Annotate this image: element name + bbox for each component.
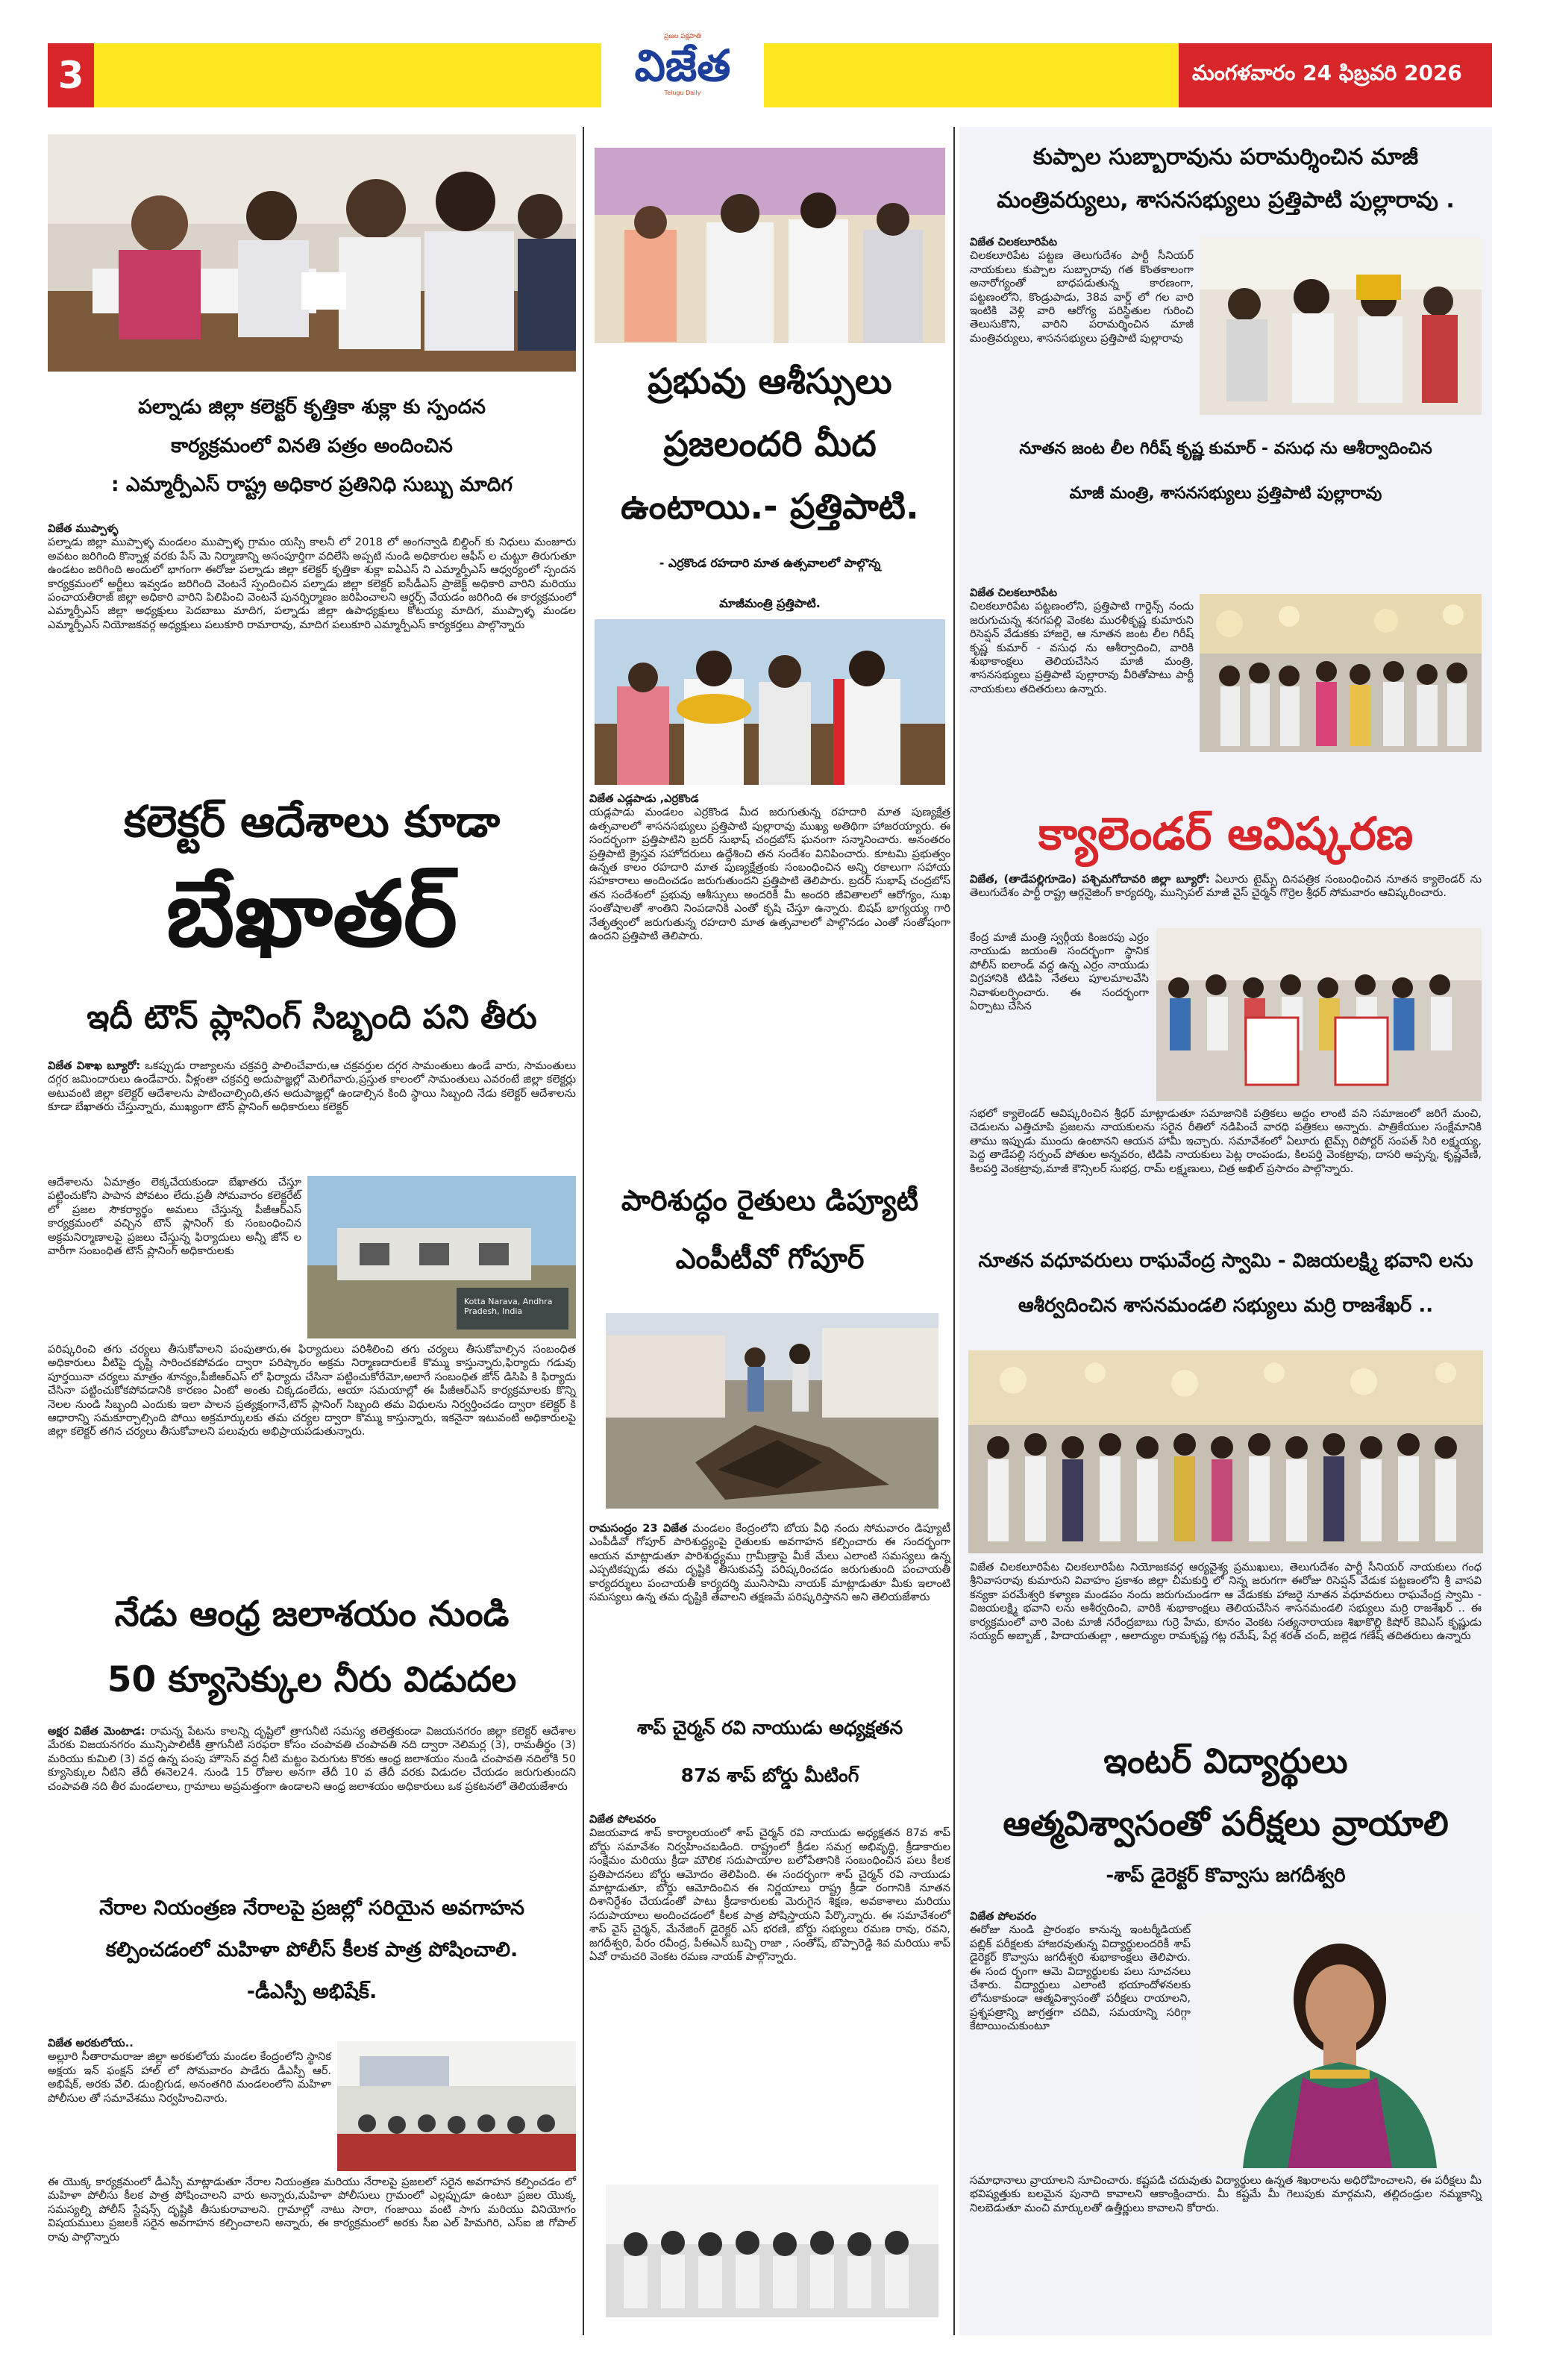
dateline: అక్షర విజేత మెంటాడ: (48, 1725, 145, 1738)
headline-line: ఉంటాయి.- ప్రత్తిపాటి. (621, 486, 919, 527)
headline-line: శాప్ చైర్మన్ రవి నాయుడు అధ్యక్షతన (636, 1717, 903, 1738)
col2-story1-subhead (589, 543, 950, 624)
logo-subtitle: Telugu Daily (664, 90, 701, 96)
director-portrait-photo (1198, 1913, 1482, 2168)
construction-site-photo (307, 1176, 576, 1338)
headline-line: ఇంటర్ విద్యార్థులు (1103, 1741, 1348, 1781)
logo-wordmark: విజేత (634, 40, 731, 91)
garland-ceremony-photo (595, 619, 945, 785)
headline-line: మంత్రివర్యులు, శాసనసభ్యులు ప్రత్తిపాటి పుల్లారావు . (997, 187, 1455, 213)
col3-story2-body (970, 586, 1194, 696)
headline-line: : ఎమ్మార్పీఎస్ రాష్ట్ర అధికార ప్రతినిధి సుబ్బు మాదిగ (111, 473, 513, 496)
headline-line: మాజీ మంత్రి, శాసనసభ్యులు ప్రత్తిపాటి పుల్లారావు (1069, 484, 1382, 503)
article-text: ఒకప్పుడు రాజ్యాలను చక్రవర్తి పాలించేవారు,ఆ చక్రవర్తుల దగ్గర సామంతులు ఉండే వారు, సామంతులు దగ్గర జమిందారులు ఉండేవారు. వీళ్లంతా చక్రవర్తి అదుపాజ్ఞల్లో మెలిగేవారు,ప్రస్తుత కాలంలో సామంతులు ఎవరంటే జిల్లా కలెక్టర్లు అటువంటి జిల్లా కలెక్టర్ ఆదేశాలను పాటించాల్సింది,తన అదుపాజ్ఞల్లో ఉండాల్సిన కింది స్థాయి సిబ్బంది నేడు కలెక్టర్ ఆదేశాలను కూడా బేఖాతరు చేస్తున్నారు, ముఖ్యంగా టౌన్ ప్లానింగ్ అధికారులు కలెక్టర్ (48, 1059, 576, 1114)
col2-story3-headline (589, 1704, 950, 1800)
headline-line: కల్పించడంలో మహిళా పోలీస్ కీలక పాత్ర పోషించాలి. (105, 1938, 518, 1961)
dateline: విజేత ఎడ్లపాడు ,ఎర్రకొండ (589, 792, 699, 805)
headline-line: ప్రభువు ఆశీస్సులు (648, 361, 892, 402)
col3-story4-body: విజేత చిలకలూరిపేట చిలకలూరిపేట నియోజకవర్గ ఆర్యవైశ్య ప్రముఖులు, తెలుగుదేశం పార్టీ సీనియర్ నాయకులు గంధ శ్రీనివాసరావు కుమారుని వివాహం ప్రకాశం జిల్లా చీమకుర్తి లో నిన్న జరుగగా ఈరోజు రిసెప్షన్ వేడుక పట్టణంలోని శ్రీ వాసవి కన్యకా పరమేశ్వరి కళ్యాణ మండపం నందు జరుగుచుండగా ఆ వేడుకకు హాజరై నూతన వధూవరులు రాఘవేంద్ర స్వామి - విజయలక్ష్మి భవాని లను ఆశీర్వదించి, వారికి శుభాకాంక్షలు తెలియచేసిన శాసనమండలి సభ్యులు మర్రి రాజశేఖర్ .. ఈ కార్యక్రమంలో వారి వెంట మాజీ నరేంద్రబాబు గుర్రె హేమ, కూనం వెంకట సత్యనారాయణ శిఖాకొల్లి కిషోర్ కెవిఎస్ కృష్ణుడు సయ్యద్ అబ్బాజ్ , హిదాయతుల్లా , ఆలాద్యుల రామకృష్ణ గట్ల రమేష్, పేర్ల శరత్ చంద్, జల్లెడ గణేష్ తదితరులు ఉన్నారు (970, 1561, 1482, 1643)
logo-tagline: ప్రజల పక్షపాతి (664, 33, 701, 40)
story4-body-left (48, 2037, 331, 2105)
headline-line: ఆత్మవిశ్వాసంతో పరీక్షలు వ్రాయాలి (1003, 1803, 1449, 1844)
sap-board-group-photo (606, 2185, 938, 2317)
dateline: విజేత అరకులోయ.. (48, 2037, 134, 2049)
col3-story3-body-left: కేంద్ర మాజీ మంత్రి స్వర్గీయ కింజరపు ఎర్రం నాయుడు జయంతి సందర్భంగా స్థానిక పోలీస్ ఐలాండ్ వద్ద ఉన్న ఎర్రం నాయుడు విగ్రహానికి టిడిపి నేతలు పూలమాలవేసి నివాళులర్పించారు. ఈ సందర్భంగా ఏర్పాటు చేసిన (970, 931, 1149, 1013)
subhead-line: - ఎర్రకొండ రహదారి మాత ఉత్సవాలలో పాల్గొన్న (659, 556, 881, 570)
reception-blessing-photo (1200, 594, 1482, 752)
headline-line: -డీఎస్పీ అభిషేక్. (246, 1980, 377, 2003)
masthead-logo (601, 30, 764, 118)
headline-line: పారిశుద్ధం రైతులు డిప్యూటీ (621, 1184, 919, 1217)
hospital-visit-photo (1200, 237, 1482, 415)
story4-body-bottom: ఈ యొక్క కార్యక్రమంలో డీఎస్పీ మాట్లాడుతూ నేరాల నియంత్రణ మరియు నేరాలపై ప్రజలలో సరైన అవగాహన కల్పించడం లో మహిళా పోలీసు కీలక పాత్ర పోషించాలని వారు అన్నారు,మహిళా పోలీసులు గ్రామంలో ఎల్లప్పుడూ ఉంటూ ప్రజల యొక్క సమస్యల్ని పోలీస్ స్టేషన్స్ దృష్టికి తీసుకురావాలని. గ్రామాల్లో నాటు సారా, గంజాయి వంటి సాగు మరియు వినియోగం విషయములు ప్రజలకి సరైన అవగాహన కల్పించాలని అన్నారు, ఈ కార్యక్రమంలో అరకు సీఐ ఎల్ హిమగిరి, ఎస్ఐ జి గోపాల్ రావు పాల్గొన్నారు (48, 2176, 576, 2243)
article-text: యడ్లపాడు మండలం ఎర్రకొండ మీద జరుగుతున్న రహదారి మాత పుణ్యక్షేత్ర ఉత్సవాలలో శాసనసభ్యులు ప్రత్తిపాటి పుల్లారావు ముఖ్య అతిథిగా హాజరయ్యారు. ఈ సందర్భంగా ప్రత్తిపాటిని బ్రదర్ సుభాష్ చంద్రబోస్ ఘనంగా సన్మానించారు. అనంతరం ప్రత్తిపాటి క్రైస్తవ సహోదరులు ఉద్దేశించి తన సందేశం వినిపించారు. కూటమి ప్రభుత్వం ఉన్నత కాలం రహదారి మాత పుణ్యక్షేత్రంకు సంబంధించిన అన్ని రకాలుగా సహాయ సహకారాలు అందించడం జరుగుతుందని ప్రత్తిపాటి తెలిపారు. బ్రదర్ సుభాష్ చంద్రబోస్ తన సందేశంలో ప్రభువు ఆశీస్సులు అందరికీ మీ అందరి జీవితాలలో ఆరోగ్యం, సుఖ సంతోషాలతో శాంతిని నింపడానికి ఎంతో కృషి చేస్తూ ఉన్నారు. బిషప్ భాగ్యయ్య గారి నేతృత్వంలో జరుగుతున్న రహదారి మాత ఉత్సవాలలో పాల్గొనడం ఎంతో సంతోషంగా ఉందని ప్రత్తిపాటి తెలిపారు. (589, 806, 950, 943)
column-divider (583, 127, 584, 2335)
headline-line: కుప్పాల సుబ్బారావును పరామర్శించిన మాజీ (1032, 144, 1419, 170)
story3-headline (48, 1582, 576, 1713)
dateline: విజేత చిలకలూరిపేట (970, 586, 1058, 599)
subhead-line: మాజీమంత్రి ప్రత్తిపాటి. (719, 596, 821, 610)
dateline: విజేత చిలకలూరిపేట (970, 236, 1058, 248)
col3-story4-headline (962, 1238, 1489, 1328)
article-text: ఈరోజు నుండి ప్రారంభం కానున్న ఇంటర్మీడియట్ పబ్లిక్ పరీక్షలకు హాజరవుతున్న విద్యార్థులందరికీ శాప్ డైరెక్టర్ కొవ్వాసు జగదీశ్వరి శుభాకాంక్షలు తెలిపారు. ఈ సంద ర్భంగా ఆమె విద్యార్థులకు పలు సూచనలు చేశారు. విద్యార్థులు ఎలాంటి భయాందోళనలకు లోనుకాకుండా ఆత్మవిశ్వాసంతో పరీక్షలు రాయాలని, ప్రశ్నపత్రాన్ని జాగ్రత్తగా చదివి, సమయాన్ని సరిగ్గా కేటాయించుకుంటూ (970, 1923, 1191, 2033)
article-text: విజయవాడ శాప్ కార్యాలయంలో శాప్ చైర్మన్ రవి నాయుడు అధ్యక్షతన 87వ శాప్ బోర్డు సమావేశం నిర్వహించబడింది. రాష్ట్రంలో క్రీడల సమగ్ర అభివృద్ధి, క్రీడాకారుల సంక్షేమం మరియు క్రీడా మౌలిక సదుపాయాల బలోపేతానికి సంబంధించిన పలు కీలక ప్రతిపాదనలు బోర్డు ఆమోదం తెలిపింది. ఈ సందర్భంగా శాప్ చైర్మన్ రవి నాయుడు మాట్లాడుతూ, బోర్డు ఆమోదించిన ఈ నిర్ణయాలు రాష్ట్ర క్రీడా రంగానికి నూతన దిశానిర్దేశం చేయడంతో పాటు క్రీడాకారులకు మెరుగైన శిక్షణ, అవకాశాలు మరియు సదుపాయాలు అందించడంలో కీలక పాత్ర పోషిస్తాయని పేర్కొన్నారు. ఈ సమావేశంలో శాప్ వైస్ చైర్మన్, మేనేజింగ్ డైరెక్టర్ ఎస్ భరణి, బోర్డు సభ్యులు రమణ రావు, రవని, జగదీశ్వరి, పేరం రవీంద్ర, పీఈఎన్ బుచ్చి రాజా , సంతోష్, బొప్పారెడ్డి శివ మరియు శాప్ ఏవో రామచరి వెంకట రమణ నాయక్ పాల్గొన్నారు. (589, 1826, 950, 1964)
col3-story5-body-left (970, 1910, 1191, 2034)
article-text: ఏలూరు టైమ్స్ దినపత్రిక సంబంధించిన నూతన క్యాలెండర్ ను తెలుగుదేశం పార్టీ రాష్ట్ర ఆర్గనైజింగ్ కార్యదర్శి, మున్సిపల్ మాజీ వైస్ చైర్మన్ గొర్రెల శ్రీధర్ సోమవారం ఆవిష్కరించారు. (970, 873, 1482, 900)
col2-story3-body (589, 1813, 950, 1964)
article-text: చిలకలూరిపేట పట్టణ తెలుగుదేశం పార్టీ సీనియర్ నాయకులు కుప్పాల సుబ్బారావు గత కొంతకాలంగా అనారోగ్యంతో బాధపడుతున్న కారణంగా, పట్టణంలోని, కొండ్రుపాడు, 38వ వార్డ్ లో గల వారి ఇంటికి వెళ్లి వారి ఆరోగ్య పరిస్థితుల గురించి తెలుసుకొని, వారిని పరామర్శించిన మాజీ మంత్రివర్యులు, శాసనసభ్యులు ప్రత్తిపాటి పుల్లారావు (970, 249, 1194, 345)
story3-body (48, 1725, 576, 1794)
headline-line: ఎంపీటీవో గోపూర్ (675, 1242, 865, 1275)
dateline: రామసంద్రం 23 విజేత (589, 1522, 688, 1535)
calendar-launch-photo (1156, 928, 1482, 1101)
headline-line: కార్యక్రమంలో వినతి పత్రం అందించిన (171, 434, 453, 457)
headline-line: నూతన జంట లీల గిరీష్ కృష్ణ కుమార్ - వసుధ ను ఆశీర్వాదించిన (1019, 439, 1432, 458)
column-divider (953, 127, 955, 2335)
col3-story5-byline: -శాప్ డైరెక్టర్ కొవ్వాసు జగదీశ్వరి (1106, 1864, 1346, 1887)
col3-story1-headline (962, 136, 1489, 222)
dateline: విజేత పోలవరం (589, 1813, 656, 1826)
col3-story1-body (970, 236, 1194, 345)
headline-line: ఆశీర్వదించిన శాసనమండలి సభ్యులు మర్రి రాజశేఖర్ .. (1018, 1294, 1434, 1317)
col2-story1-body (589, 792, 950, 943)
article-text: మండలం కేంద్రంలోని బోయ వీధి నందు సోమవారం డిప్యూటీ ఎంపీడీవో గోపూర్ పారిశుద్ధ్యంపై రైతులకు అవగాహన కల్పించారు ఈ సందర్భంగా ఆయన మాట్లాడుతూ పారిశుద్ధ్యము గ్రామీణ్రాపై మీకే మేలు ఎలాంటి సమస్యలు ఉన్న ఎప్పటికప్పుడు తమ దృష్టికి తీసుకువస్తే పరిష్కరించడం జరుగుతుంది పంచాయతీ కార్యదర్శులు పంచాయతీ కార్యదర్శి మునిసామి నాయక్ మాట్లాడుతూ మీకు ఇలాంటి సమస్యలు ఉన్న తమ దృష్టికి తేవాలని తక్షణమే పరిష్కరిస్తానని అని తెలియజేశారు (589, 1522, 950, 1604)
wedding-reception-photo (968, 1350, 1483, 1553)
col3-story5-headline (962, 1729, 1489, 1855)
story2-headline: బేఖాతర్ (166, 859, 458, 967)
story2-body-bottom: పరిష్కరించి తగు చర్యలు తీసుకోవాలని పంపుతారు,ఈ ఫిర్యాదులు పరిశీలించి తగు చర్యలు తీసుకోవాల్సిన సంబంధిత అధికారులు వీటిపై దృష్టి సారించకపోవడం ద్వారా పరిష్కారం అక్రమ నిర్మాణదారులకే కొమ్ము కాస్తున్నారు,ఫిర్యాదు గడువు పూర్తయినా చర్యలు మాత్రం శూన్యం,పీజీఆర్ఎస్ లో ఫిర్యాదు చేసినా పట్టించుకోరేమో,అలాగే సంబంధిత జోన్ డిసిపి కి ఫిర్యాదు చేసినా పట్టించుకోకపోవడానికి కారణం ఏంటో అంతు చిక్కడంలేదు, ఆయా సమయాల్లో ఈ పీజీఆర్ఎస్ కార్యక్రమాలకు కొన్ని నెలల నుండి సిబ్బంది ఎందుకు ఇలా పాలన ప్రత్యక్షంగానే,టౌన్ ప్లానింగ్ సిబ్బంది తమ విధులను నిర్వర్తించడం ద్వారా కలెక్టర్ కి ఆధారాన్ని సమకూర్చాల్సింది పోయి అక్రమార్కులకు తమ చర్యల ద్వారా కొమ్ము కాస్తున్నారు, ఇకనైనా ఇటువంటి అధికారులపై జిల్లా కలెక్టర్ తగిన చర్యలు తీసుకోవాలని పలువురు అభిప్రాయపడుతున్నారు. (48, 1343, 576, 1438)
issue-date: మంగళవారం 24 ఫిబ్రవరి 2026 (1179, 43, 1492, 107)
police-meeting-photo (337, 2041, 576, 2171)
headline-line: ప్రజలందరి మీద (663, 424, 877, 465)
dateline: విజేత ముప్పాళ్ళ (48, 522, 119, 535)
story2-subhead: ఇదీ టౌన్ ప్లానింగ్ సిబ్బంది పని తీరు (87, 998, 537, 1036)
dateline: విజేత పోలవరం (970, 1910, 1037, 1923)
story2-kicker: కలెక్టర్ ఆదేశాలు కూడా (123, 796, 501, 847)
church-felicitation-photo (595, 148, 945, 343)
headline-line: పల్నాడు జిల్లా కలెక్టర్ కృత్తికా శుక్లా కు స్పందన (138, 395, 486, 419)
dateline: విజేత, (తాడేపల్లిగూడెం) పశ్చిమగోదావరి జిల్లా బ్యూరో: (970, 873, 1210, 886)
col3-story3-body-bottom: సభలో క్యాలెండర్ ఆవిష్కరించిన శ్రీధర్ మాట్లాడుతూ సమాజానికి పత్రికలు అద్దం లాంటి వని సమాజంలో జరిగే మంచి, చెడులను ఎత్తిచూపి ప్రజలను నాయకులను సరైన రీతిలో నడిపించే వారధి పత్రికలు అన్నారు. పాత్రికేయుల సంక్షేమానికి తాము ఇప్పుడు ముందు ఉంటానని ఆయన హామీ ఇచ్చారు. సమావేశంలో ఏలూరు టైమ్స్ రిపోర్టర్ సంపత్ సిరి లక్ష్మయ్య, పెద్ద తాడేపల్లి సర్పంచ్ పోతుల అన్నవరం, టిడిపి నాయకులు పెట్ల రాంపండు, కిలపర్తి వెంకట్రావు, దాసరి అప్పన్న, కృష్ణవేణి, కిలపర్తి వెంకట్రావు,మాజీ కౌన్సిలర్ సుభద్ర, రామ్ లక్ష్మణులు, చిత్ర అఖిల్ ప్రసాదం పాల్గొన్నారు. (970, 1107, 1482, 1175)
headline-line: నేరాల నియంత్రణ నేరాలపై ప్రజల్లో సరియైన అవగాహన (99, 1897, 524, 1920)
col3-story3-headline: క్యాలెండర్ ఆవిష్కరణ (1038, 808, 1414, 860)
article-text: పల్నాడు జిల్లా ముప్పాళ్ళ మండలం ముప్పాళ్ళ గ్రామం యస్సి కాలనీ లో 2018 లో అంగన్వాడి బిల్డింగ్ కు నిధులు మంజూరు అవటం జరిగింది కొన్నాళ్ల వరకు పేస్ మె నిర్మాణాన్ని అసంపూర్తిగా వదిలేసి అప్పటి నుండి అధికారుల ఆఫీస్ ల చుట్టూ తిరుగుతూ ఉండటం జరిగింది అందులో భాగంగా ఈరోజు పల్నాడు జిల్లా కలెక్టర్ కృత్తికా శుక్లా ఐఏఎస్ ని ఎమ్మార్పీఎస్ ఆధ్వర్యంలో స్పందన కార్యక్రమంలో అర్జీలు ఇవ్వడం జరిగింది వెంటనే స్పందించిన పల్నాడు జిల్లా కలెక్టర్ ఐసీడీఎస్ ప్రాజెక్ట్ అధికారి వారిని మరియు పంచాయతీరాజ్ జిల్లా అధికారి వారిని పిలిపించి వెంటనే పునర్నిర్మాణం జరిపించాలని ఆర్డర్స్ వేయడం జరిగింది ఈ కార్యక్రమంలో ఎమ్మార్పీఎస్ జిల్లా అధ్యక్షులు పెదబాబు మాదిగ, పల్నాడు జిల్లా ఉపాధ్యక్షులు కోటయ్య మాదిగ, ముప్పాళ్ళ మండల ఎమ్మార్పీఎస్ నియోజకవర్గ అధ్యక్షులు పలుకూరి రామారావు, మాదిగ పలుకూరి ఎమ్మార్పీఎస్ కార్యకర్తలు పాల్గొన్నారు (48, 536, 576, 631)
page-number: 3 (48, 43, 94, 107)
dateline: విజేత విశాఖ బ్యూరో: (48, 1059, 141, 1072)
col2-story2-headline (589, 1171, 950, 1288)
photo-location-tag: Kotta Narava, Andhra Pradesh, India (464, 1297, 553, 1316)
collector-meeting-photo (48, 134, 576, 372)
col3-story3-body-top (970, 873, 1482, 901)
article-text: చిలకలూరిపేట పట్టణంలోని, ప్రత్తిపాటి గార్డెన్స్ నందు జరుగుచున్న శనగపల్లి వెంకట మురళీకృష్ణ కుమారుని రిసెప్షన్ వేడుకకు హాజరై, ఆ నూతన జంట లీల గిరీష్ కృష్ణ కుమార్ - వసుధ ను ఆశీర్వాదించి, వారికి శుభాకాంక్షలు తెలియచేసిన మాజీ మంత్రి, శాసనసభ్యులు ప్రత్తిపాటి పుల్లారావు వీరితోపాటు పార్టీ నాయకులు తదితరులు ఉన్నారు. (970, 600, 1194, 695)
sanitation-street-photo (606, 1313, 938, 1509)
story2-body-top (48, 1059, 576, 1115)
headline-line: నూతన వధూవరులు రాఘవేంద్ర స్వామి - విజయలక్ష్మి భవాని లను (978, 1250, 1473, 1272)
headline-line: 87వ శాప్ బోర్డు మీటింగ్ (680, 1764, 859, 1786)
article-text: అల్లూరి సీతారామరాజు జిల్లా అరకులోయ మండల కేంద్రంలోని స్థానిక అక్షయ ఇన్ ఫంక్షన్ హాల్ లో సోమవారం పాడేరు డీఎస్పీ ఆర్. అభిషేక్, అరకు వేలి. డుంబ్రిగుడ, అనంతగిరి మండలంలోని మహిళా పోలీసుల తో సమావేశము నిర్వహించినారు. (48, 2050, 331, 2105)
headline-line: 50 క్యూసెక్కుల నీరు విడుదల (107, 1659, 517, 1700)
col3-story5-body-bottom: సమాధానాలు వ్రాయాలని సూచించారు. కష్టపడి చదువుతు విద్యార్థులు ఉన్నత శిఖరాలను అధిరోహించాలని, ఈ పరీక్షలు మీ భవిష్యత్తుకు బలమైన పునాది కావాలని ఆకాంక్షించారు. మీ కష్టమే మీ గెలుపుకు మార్గమని, తల్లిదండ్రుల నమ్మకాన్ని నిలబెడుతూ మంచి మార్కులతో ఉత్తీర్ణులు కావాలని కోరారు. (970, 2174, 1482, 2214)
article-text: రామన్న పేటను కాలన్ని దృష్టిలో త్రాగునీటి సమస్య తలెత్తకుండా విజయనగరం జిల్లా కలెక్టర్ ఆదేశాల మేరకు విజయనగరం మున్సిపాలిటీకి త్రాగునీటి సరఫరా కోసం చంపావతి చంపావతి నది ద్వారా నెలిమర్ల (3), రామతీర్థం (3) మరియు కుమిలి (3) వద్ద ఉన్న పంపు హౌసెస్ వద్ద నీటి మట్టం పెరుగుట కొరకు ఆంధ్ర జలాశయం నుండి చంపావతి నదిలోకి 50 క్యూసెక్కుల నీటిని తేదీ ఈనెల24. నుండి 15 రోజుల అనగా తేదీ 10 వ తేదీ వరకు విడుదల చేయడం జరుగుతుందని చంపావతి నది తీర మండలాలు, గ్రామాలు అప్రమత్తంగా ఉండాలని ఆంధ్ర జలాశయం అధికారులు ఒక ప్రకటనలో తెలియజేశారు (48, 1725, 577, 1793)
col2-story2-body (589, 1522, 950, 1604)
story1-body (48, 522, 576, 632)
col3-story2-headline (962, 427, 1489, 516)
story4-headline (48, 1888, 576, 2013)
headline-line: నేడు ఆంధ్ర జలాశయం నుండి (114, 1594, 510, 1635)
story2-body-left: ఆదేశాలను ఏమాత్రం లెక్కచేయకుండా బేఖాతరు చేస్తూ పట్టించుకోని పాపాన పోవటం లేదు.ప్రతీ సోమవారం కలెక్టరేట్ లో ప్రజల సౌకర్యార్థం అమలు చేస్తున్న పీజీఆర్ఎస్ కార్యక్రమంలో వచ్చిన టౌన్ ప్లానింగ్ కు సంబంధించిన అక్రమనిర్మాణాలపై ప్రజలు చేస్తున్న ఫిర్యాదులు అన్నీ జోన్ ల వారీగా సంబంధిత టౌన్ ప్లానింగ్ అధికారులకు (48, 1176, 301, 1258)
col2-story1-headline (589, 351, 950, 539)
story1-headline (48, 388, 576, 504)
